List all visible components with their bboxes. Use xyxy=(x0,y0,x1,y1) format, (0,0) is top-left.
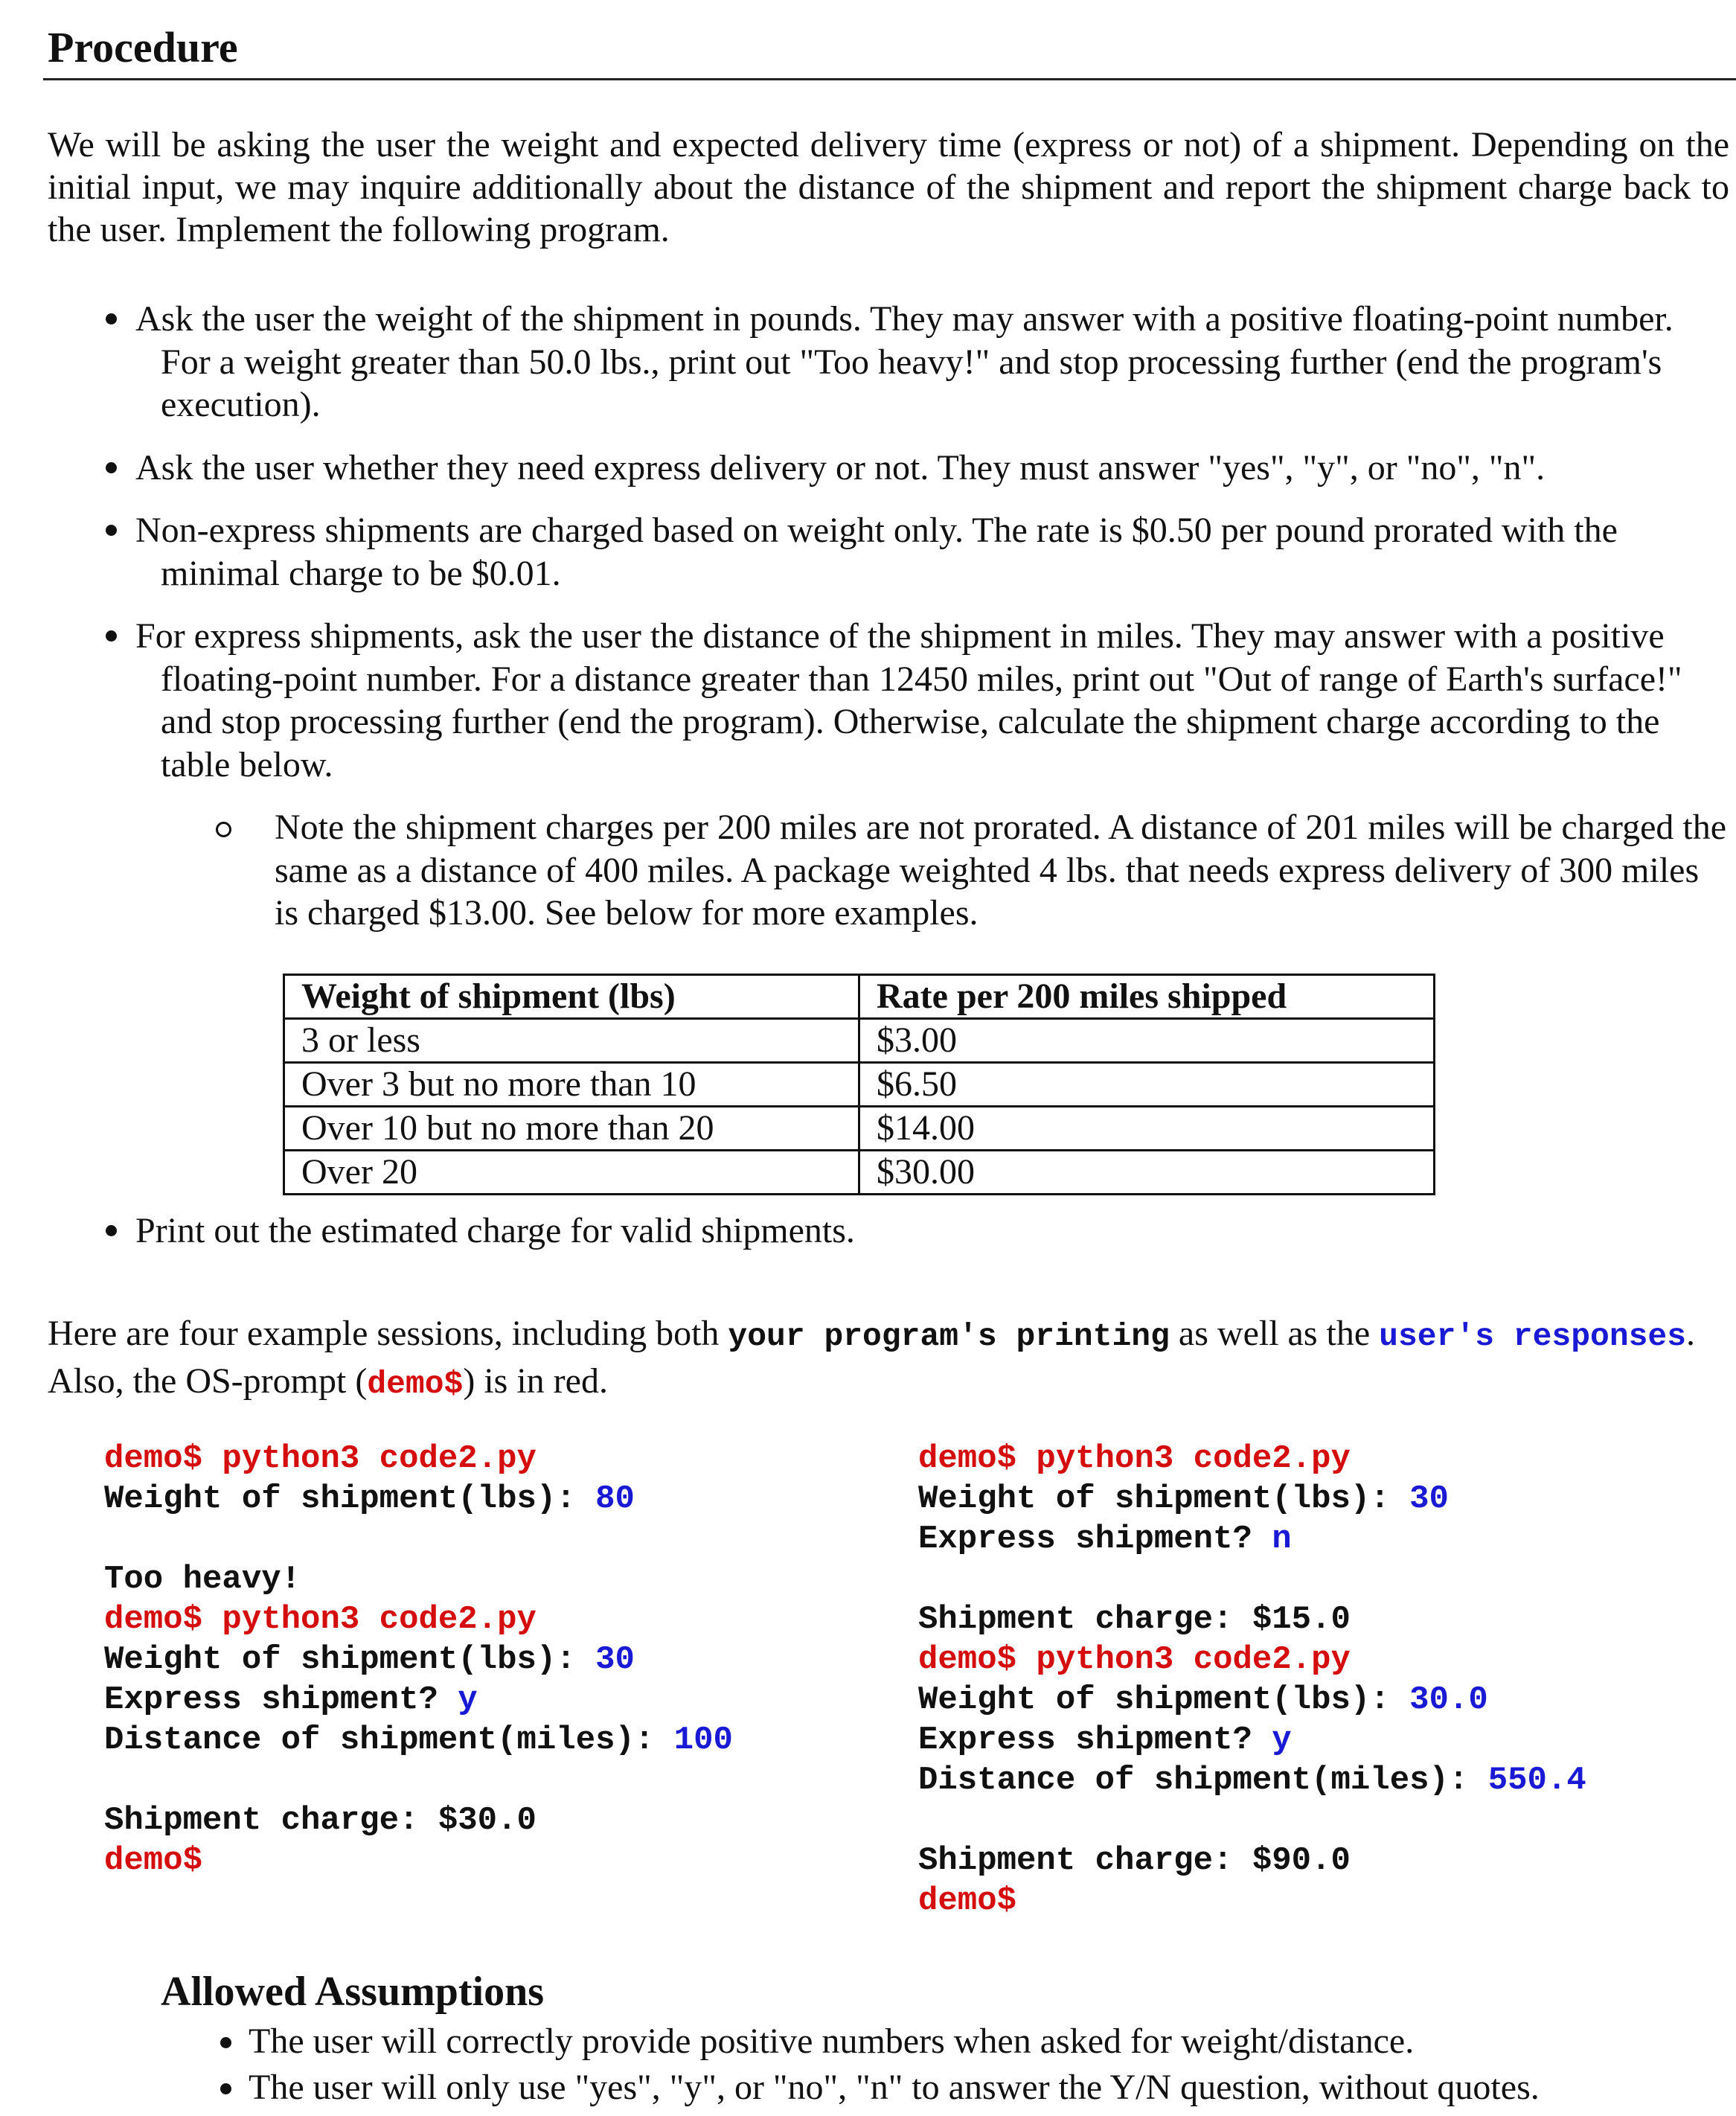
intro-paragraph: We will be asking the user the weight and expected delivery time (express or not) of a shipment. Depending on the initial input, we may inquire additionally about the distance of the shipment and report the shipment charge back to the user. Implement the following program. xyxy=(48,125,1729,249)
heading-divider xyxy=(43,78,1736,80)
program-output-text: Weight of shipment(lbs): xyxy=(104,1641,596,1678)
bullet-text: Print out the estimated charge for valid shipments. xyxy=(135,1211,855,1250)
os-prompt-text: demo$ python3 code2.py xyxy=(104,1440,537,1477)
session-line xyxy=(918,1680,1586,1720)
session-line xyxy=(918,1881,1586,1921)
os-prompt-text: demo$ python3 code2.py xyxy=(918,1440,1351,1477)
session-line xyxy=(918,1800,1586,1841)
list-item xyxy=(100,298,1731,426)
user-response-text: 30 xyxy=(595,1641,635,1678)
program-output-text: Weight of shipment(lbs): xyxy=(918,1681,1410,1719)
program-output-text: Shipment charge: $15.0 xyxy=(918,1601,1351,1638)
os-prompt-text: demo$ xyxy=(104,1842,203,1879)
list-item xyxy=(100,1209,1736,1252)
program-output-text: Distance of shipment(miles): xyxy=(104,1722,674,1759)
user-response-text: 550.4 xyxy=(1487,1762,1586,1799)
session-line xyxy=(104,1599,733,1640)
table-header-cell: Rate per 200 miles shipped xyxy=(859,975,1435,1019)
user-response-text: y xyxy=(1272,1722,1292,1759)
session-line xyxy=(918,1720,1586,1760)
table-cell: Over 20 xyxy=(284,1151,859,1195)
bullet-icon xyxy=(106,630,117,642)
bullet-icon xyxy=(106,462,117,473)
session-line xyxy=(104,1800,733,1841)
program-output-text: Distance of shipment(miles): xyxy=(918,1762,1488,1799)
table-cell: $14.00 xyxy=(859,1107,1435,1151)
list-item xyxy=(100,447,1731,490)
list-item xyxy=(100,509,1731,595)
program-printing-label: your program's printing xyxy=(728,1318,1170,1355)
examples-intro-text: Here are four example sessions, including both xyxy=(48,1314,728,1353)
session-line xyxy=(918,1599,1586,1640)
program-output-text: Shipment charge: $30.0 xyxy=(104,1802,537,1839)
bullet-icon xyxy=(220,2037,231,2048)
table-cell: Over 3 but no more than 10 xyxy=(284,1063,859,1107)
program-output-text: Weight of shipment(lbs): xyxy=(918,1480,1410,1518)
bullet-icon xyxy=(106,525,117,536)
hollow-bullet-icon xyxy=(216,822,231,837)
bullet-icon xyxy=(220,2083,231,2094)
session-line xyxy=(104,1760,733,1800)
user-responses-label: user's responses xyxy=(1379,1318,1687,1355)
table-row xyxy=(284,1063,1435,1107)
session-line xyxy=(104,1439,733,1479)
bullet-text: Ask the user the weight of the shipment in pounds. They may answer with a positive floating-point number. For a weight greater than 50.0 lbs., print out "Too heavy!" and stop processing further (end the program's execution). xyxy=(135,299,1673,424)
table-header-row xyxy=(284,975,1435,1019)
session-line xyxy=(918,1519,1586,1559)
bullet-text: Ask the user whether they need express delivery or not. They must answer "yes", "y", or "no", "n". xyxy=(135,447,1546,488)
user-response-text: n xyxy=(1272,1521,1292,1558)
user-response-text: y xyxy=(458,1681,478,1719)
session-line xyxy=(918,1841,1586,1881)
user-response-text: 30 xyxy=(1409,1480,1449,1518)
table-cell: $30.00 xyxy=(859,1151,1435,1195)
session-line xyxy=(918,1760,1586,1800)
session-line xyxy=(104,1640,733,1680)
program-output-text: Express shipment? xyxy=(918,1722,1272,1759)
examples-intro-text: Also, the OS-prompt ( xyxy=(48,1361,368,1401)
session-line xyxy=(918,1640,1586,1680)
list-item xyxy=(216,2065,1540,2111)
examples-intro xyxy=(48,1311,1736,1407)
table-cell: Over 10 but no more than 20 xyxy=(284,1107,859,1151)
session-line xyxy=(918,1479,1586,1519)
user-response-text: 30.0 xyxy=(1409,1681,1488,1719)
program-output-text: Express shipment? xyxy=(104,1681,458,1719)
assumptions-list xyxy=(216,2018,1540,2111)
os-prompt-text: demo$ python3 code2.py xyxy=(918,1641,1351,1678)
sub-list-item xyxy=(100,806,1731,935)
example-session-left xyxy=(104,1439,733,1881)
session-line xyxy=(918,1559,1586,1599)
program-output-text: Weight of shipment(lbs): xyxy=(104,1480,596,1518)
bullet-text: The user will only use "yes", "y", or "no", "n" to answer the Y/N question, without quotes. xyxy=(249,2068,1540,2107)
program-output-text: Shipment charge: $90.0 xyxy=(918,1842,1351,1879)
table-row xyxy=(284,1151,1435,1195)
session-line xyxy=(104,1519,733,1559)
examples-intro-text: . xyxy=(1686,1314,1696,1353)
list-item xyxy=(216,2018,1540,2065)
sub-bullet-text: Note the shipment charges per 200 miles are not prorated. A distance of 201 miles will be charged the same as a distance of 400 miles. A package weighted 4 lbs. that needs express delivery of 300 miles is charged $13.00. See below for more examples. xyxy=(275,808,1727,933)
examples-intro-text: as well as the xyxy=(1169,1314,1380,1353)
session-line xyxy=(104,1720,733,1760)
page-title: Procedure xyxy=(48,23,238,71)
requirements-list xyxy=(100,298,1731,935)
bullet-icon xyxy=(106,1225,117,1236)
bullet-icon xyxy=(106,313,117,325)
examples-intro-text: ) is in red. xyxy=(463,1361,608,1401)
os-prompt-label: demo$ xyxy=(367,1366,464,1402)
table-cell: 3 or less xyxy=(284,1019,859,1063)
bullet-text: The user will correctly provide positive numbers when asked for weight/distance. xyxy=(249,2021,1415,2061)
session-line xyxy=(104,1680,733,1720)
os-prompt-text: demo$ python3 code2.py xyxy=(104,1601,537,1638)
table-row xyxy=(284,1019,1435,1063)
table-cell: $6.50 xyxy=(859,1063,1435,1107)
session-line xyxy=(104,1479,733,1519)
program-output-text: Too heavy! xyxy=(104,1561,301,1598)
bullet-text: For express shipments, ask the user the distance of the shipment in miles. They may answer with a positive floating-point number. For a distance greater than 12450 miles, print out "Out of range of Earth's surface!" and stop processing further (end the program). Otherwise, calculate the shipment charge according to the table below. xyxy=(135,616,1682,784)
program-output-text: Express shipment? xyxy=(918,1521,1272,1558)
rate-table xyxy=(283,974,1435,1195)
session-line xyxy=(918,1439,1586,1479)
table-header-cell: Weight of shipment (lbs) xyxy=(284,975,859,1019)
session-line xyxy=(104,1559,733,1599)
os-prompt-text: demo$ xyxy=(918,1882,1017,1920)
example-session-right xyxy=(918,1439,1586,1921)
bullet-text: Non-express shipments are charged based on weight only. The rate is $0.50 per pound prorated with the minimal charge to be $0.01. xyxy=(135,511,1618,593)
session-line xyxy=(104,1841,733,1881)
user-response-text: 100 xyxy=(673,1722,733,1759)
table-cell: $3.00 xyxy=(859,1019,1435,1063)
user-response-text: 80 xyxy=(595,1480,635,1518)
assumptions-heading: Allowed Assumptions xyxy=(161,1969,545,2015)
list-item xyxy=(100,615,1731,786)
table-row xyxy=(284,1107,1435,1151)
